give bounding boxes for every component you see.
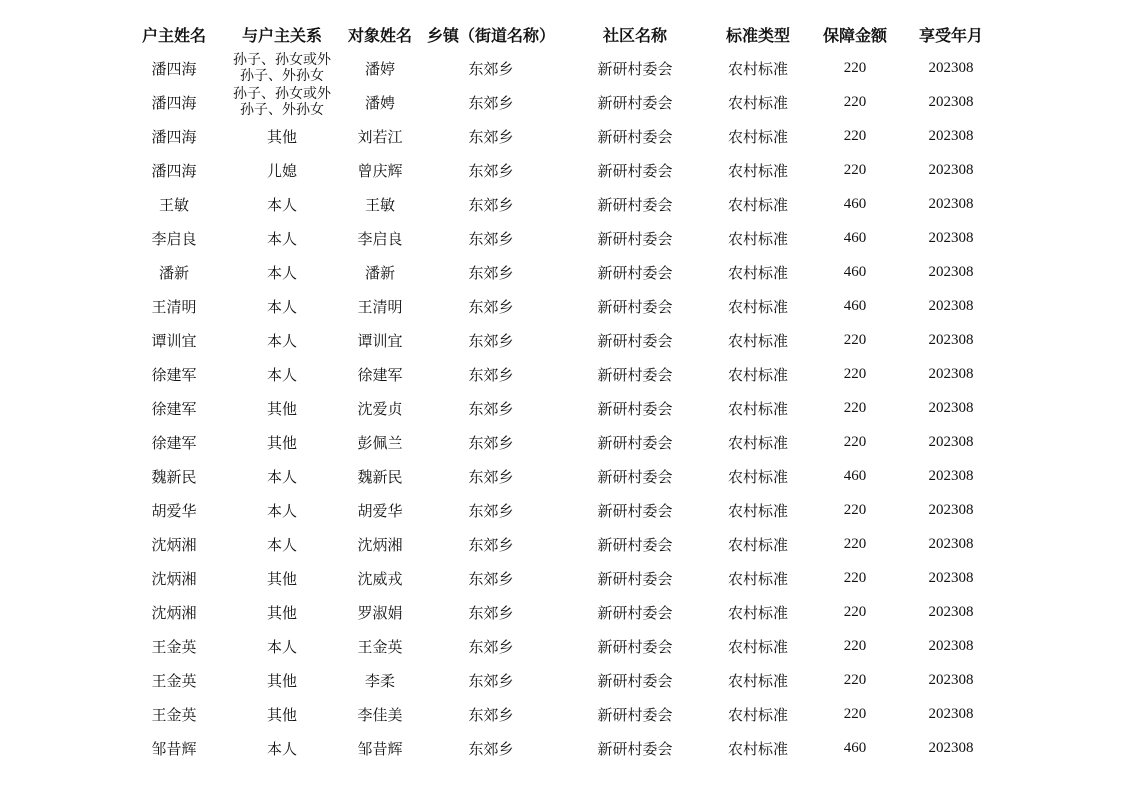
amount-cell: 460	[843, 263, 867, 280]
community-cell: 新研村委会	[597, 433, 673, 452]
standard-type-cell: 农村标准	[727, 705, 788, 724]
householder-name-cell: 潘四海	[151, 161, 197, 180]
standard-type-cell: 农村标准	[727, 739, 788, 758]
community-cell: 新研村委会	[597, 671, 673, 690]
month-cell: 202308	[928, 501, 974, 518]
table-row	[118, 595, 994, 629]
month-cell: 202308	[928, 331, 974, 348]
community-cell: 新研村委会	[597, 127, 673, 146]
amount-cell: 460	[843, 229, 867, 246]
standard-type-cell: 农村标准	[727, 569, 788, 588]
householder-name-cell: 王敏	[158, 195, 189, 214]
township-cell: 东郊乡	[468, 569, 514, 588]
month-cell: 202308	[928, 127, 974, 144]
month-cell: 202308	[928, 535, 974, 552]
community-cell: 新研村委会	[597, 399, 673, 418]
township-cell: 东郊乡	[468, 331, 514, 350]
table-row	[118, 697, 994, 731]
township-cell: 东郊乡	[468, 297, 514, 316]
header-householder-name: 户主姓名	[141, 25, 206, 45]
month-cell: 202308	[928, 603, 974, 620]
amount-cell: 220	[843, 399, 867, 416]
community-cell: 新研村委会	[597, 331, 673, 350]
person-name-cell: 王敏	[364, 195, 395, 214]
assistance-table	[118, 17, 994, 765]
table-row	[118, 731, 994, 765]
community-cell: 新研村委会	[597, 365, 673, 384]
month-cell: 202308	[928, 93, 974, 110]
table-row	[118, 255, 994, 289]
relationship-cell: 本人	[266, 739, 297, 758]
person-name-cell: 李佳美	[357, 705, 403, 724]
person-name-cell: 沈爱贞	[357, 399, 403, 418]
person-name-cell: 潘新	[364, 263, 395, 282]
community-cell: 新研村委会	[597, 161, 673, 180]
relationship-text: 孙子、孙女或外孙子、外孙女	[233, 86, 331, 118]
township-cell: 东郊乡	[468, 739, 514, 758]
township-cell: 东郊乡	[468, 59, 514, 78]
community-cell: 新研村委会	[597, 501, 673, 520]
householder-name-cell: 徐建军	[151, 399, 197, 418]
person-name-cell: 徐建军	[357, 365, 403, 384]
community-cell: 新研村委会	[597, 637, 673, 656]
relationship-cell: 本人	[266, 195, 297, 214]
relationship-cell: 本人	[266, 501, 297, 520]
relationship-cell: 其他	[266, 569, 297, 588]
township-cell: 东郊乡	[468, 229, 514, 248]
householder-name-cell: 潘新	[158, 263, 189, 282]
relationship-cell	[230, 85, 334, 119]
person-name-cell: 曾庆辉	[357, 161, 403, 180]
relationship-cell: 其他	[266, 603, 297, 622]
relationship-cell: 儿媳	[266, 161, 297, 180]
table-row	[118, 153, 994, 187]
standard-type-cell: 农村标准	[727, 637, 788, 656]
person-name-cell: 王金英	[357, 637, 403, 656]
township-cell: 东郊乡	[468, 705, 514, 724]
relationship-cell: 其他	[266, 399, 297, 418]
township-cell: 东郊乡	[468, 637, 514, 656]
person-name-cell: 王清明	[357, 297, 403, 316]
table-row	[118, 187, 994, 221]
amount-cell: 460	[843, 467, 867, 484]
township-cell: 东郊乡	[468, 671, 514, 690]
householder-name-cell: 徐建军	[151, 365, 197, 384]
month-cell: 202308	[928, 433, 974, 450]
township-cell: 东郊乡	[468, 535, 514, 554]
person-name-cell: 胡爱华	[357, 501, 403, 520]
header-standard-type: 标准类型	[725, 25, 790, 45]
amount-cell: 220	[843, 365, 867, 382]
person-name-cell: 邹昔辉	[357, 739, 403, 758]
householder-name-cell: 沈炳湘	[151, 535, 197, 554]
standard-type-cell: 农村标准	[727, 127, 788, 146]
month-cell: 202308	[928, 229, 974, 246]
township-cell: 东郊乡	[468, 161, 514, 180]
relationship-cell: 其他	[266, 127, 297, 146]
amount-cell: 220	[843, 535, 867, 552]
relationship-cell: 本人	[266, 331, 297, 350]
township-cell: 东郊乡	[468, 399, 514, 418]
person-name-cell: 刘若江	[357, 127, 403, 146]
month-cell: 202308	[928, 399, 974, 416]
householder-name-cell: 潘四海	[151, 59, 197, 78]
month-cell: 202308	[928, 671, 974, 688]
table-row	[118, 459, 994, 493]
relationship-text: 孙子、孙女或外孙子、外孙女	[233, 52, 331, 84]
township-cell: 东郊乡	[468, 365, 514, 384]
header-row	[118, 17, 994, 51]
month-cell: 202308	[928, 195, 974, 212]
person-name-cell: 李柔	[364, 671, 395, 690]
table-row	[118, 561, 994, 595]
table-row	[118, 51, 994, 85]
amount-cell: 220	[843, 331, 867, 348]
community-cell: 新研村委会	[597, 603, 673, 622]
householder-name-cell: 王金英	[151, 705, 197, 724]
table-row	[118, 221, 994, 255]
township-cell: 东郊乡	[468, 501, 514, 520]
header-person-name: 对象姓名	[347, 25, 412, 45]
township-cell: 东郊乡	[468, 127, 514, 146]
header-community: 社区名称	[602, 25, 667, 45]
householder-name-cell: 邹昔辉	[151, 739, 197, 758]
header-month: 享受年月	[918, 25, 983, 45]
householder-name-cell: 王金英	[151, 671, 197, 690]
householder-name-cell: 魏新民	[151, 467, 197, 486]
amount-cell: 220	[843, 161, 867, 178]
amount-cell: 220	[843, 637, 867, 654]
standard-type-cell: 农村标准	[727, 331, 788, 350]
person-name-cell: 潘娉	[364, 93, 395, 112]
relationship-cell: 本人	[266, 535, 297, 554]
table-row	[118, 391, 994, 425]
relationship-cell: 本人	[266, 637, 297, 656]
standard-type-cell: 农村标准	[727, 263, 788, 282]
amount-cell: 220	[843, 59, 867, 76]
standard-type-cell: 农村标准	[727, 467, 788, 486]
householder-name-cell: 沈炳湘	[151, 603, 197, 622]
relationship-cell	[230, 51, 334, 85]
amount-cell: 220	[843, 671, 867, 688]
standard-type-cell: 农村标准	[727, 501, 788, 520]
relationship-cell: 其他	[266, 705, 297, 724]
householder-name-cell: 潘四海	[151, 127, 197, 146]
relationship-cell: 其他	[266, 433, 297, 452]
standard-type-cell: 农村标准	[727, 195, 788, 214]
township-cell: 东郊乡	[468, 263, 514, 282]
community-cell: 新研村委会	[597, 705, 673, 724]
community-cell: 新研村委会	[597, 297, 673, 316]
relationship-cell: 本人	[266, 467, 297, 486]
month-cell: 202308	[928, 59, 974, 76]
community-cell: 新研村委会	[597, 263, 673, 282]
table-row	[118, 527, 994, 561]
community-cell: 新研村委会	[597, 93, 673, 112]
person-name-cell: 潘婷	[364, 59, 395, 78]
standard-type-cell: 农村标准	[727, 365, 788, 384]
month-cell: 202308	[928, 297, 974, 314]
relationship-cell: 本人	[266, 297, 297, 316]
amount-cell: 220	[843, 603, 867, 620]
header-amount: 保障金额	[822, 25, 887, 45]
standard-type-cell: 农村标准	[727, 603, 788, 622]
relationship-cell: 其他	[266, 671, 297, 690]
month-cell: 202308	[928, 161, 974, 178]
table-body	[118, 51, 994, 765]
standard-type-cell: 农村标准	[727, 229, 788, 248]
standard-type-cell: 农村标准	[727, 535, 788, 554]
householder-name-cell: 王金英	[151, 637, 197, 656]
township-cell: 东郊乡	[468, 195, 514, 214]
amount-cell: 220	[843, 93, 867, 110]
table-row	[118, 425, 994, 459]
person-name-cell: 魏新民	[357, 467, 403, 486]
householder-name-cell: 李启良	[151, 229, 197, 248]
month-cell: 202308	[928, 263, 974, 280]
community-cell: 新研村委会	[597, 195, 673, 214]
amount-cell: 220	[843, 569, 867, 586]
month-cell: 202308	[928, 705, 974, 722]
township-cell: 东郊乡	[468, 603, 514, 622]
amount-cell: 460	[843, 195, 867, 212]
householder-name-cell: 王清明	[151, 297, 197, 316]
community-cell: 新研村委会	[597, 739, 673, 758]
month-cell: 202308	[928, 739, 974, 756]
standard-type-cell: 农村标准	[727, 433, 788, 452]
table-row	[118, 663, 994, 697]
township-cell: 东郊乡	[468, 433, 514, 452]
table-row	[118, 357, 994, 391]
table-row	[118, 323, 994, 357]
header-township: 乡镇（街道名称）	[426, 25, 555, 45]
householder-name-cell: 胡爱华	[151, 501, 197, 520]
amount-cell: 460	[843, 739, 867, 756]
person-name-cell: 谭训宜	[357, 331, 403, 350]
amount-cell: 220	[843, 433, 867, 450]
relationship-cell: 本人	[266, 365, 297, 384]
person-name-cell: 沈炳湘	[357, 535, 403, 554]
person-name-cell: 李启良	[357, 229, 403, 248]
table-row	[118, 85, 994, 119]
standard-type-cell: 农村标准	[727, 93, 788, 112]
table-row	[118, 119, 994, 153]
householder-name-cell: 潘四海	[151, 93, 197, 112]
amount-cell: 460	[843, 297, 867, 314]
person-name-cell: 罗淑娟	[357, 603, 403, 622]
householder-name-cell: 徐建军	[151, 433, 197, 452]
township-cell: 东郊乡	[468, 467, 514, 486]
community-cell: 新研村委会	[597, 59, 673, 78]
month-cell: 202308	[928, 637, 974, 654]
community-cell: 新研村委会	[597, 467, 673, 486]
table-row	[118, 289, 994, 323]
month-cell: 202308	[928, 467, 974, 484]
month-cell: 202308	[928, 569, 974, 586]
householder-name-cell: 沈炳湘	[151, 569, 197, 588]
standard-type-cell: 农村标准	[727, 297, 788, 316]
person-name-cell: 沈威戎	[357, 569, 403, 588]
community-cell: 新研村委会	[597, 229, 673, 248]
table-row	[118, 493, 994, 527]
standard-type-cell: 农村标准	[727, 161, 788, 180]
standard-type-cell: 农村标准	[727, 671, 788, 690]
standard-type-cell: 农村标准	[727, 59, 788, 78]
table-row	[118, 629, 994, 663]
township-cell: 东郊乡	[468, 93, 514, 112]
relationship-cell: 本人	[266, 263, 297, 282]
standard-type-cell: 农村标准	[727, 399, 788, 418]
amount-cell: 220	[843, 501, 867, 518]
month-cell: 202308	[928, 365, 974, 382]
community-cell: 新研村委会	[597, 569, 673, 588]
amount-cell: 220	[843, 127, 867, 144]
community-cell: 新研村委会	[597, 535, 673, 554]
person-name-cell: 彭佩兰	[357, 433, 403, 452]
relationship-cell: 本人	[266, 229, 297, 248]
header-relationship: 与户主关系	[241, 25, 322, 45]
householder-name-cell: 谭训宜	[151, 331, 197, 350]
amount-cell: 220	[843, 705, 867, 722]
